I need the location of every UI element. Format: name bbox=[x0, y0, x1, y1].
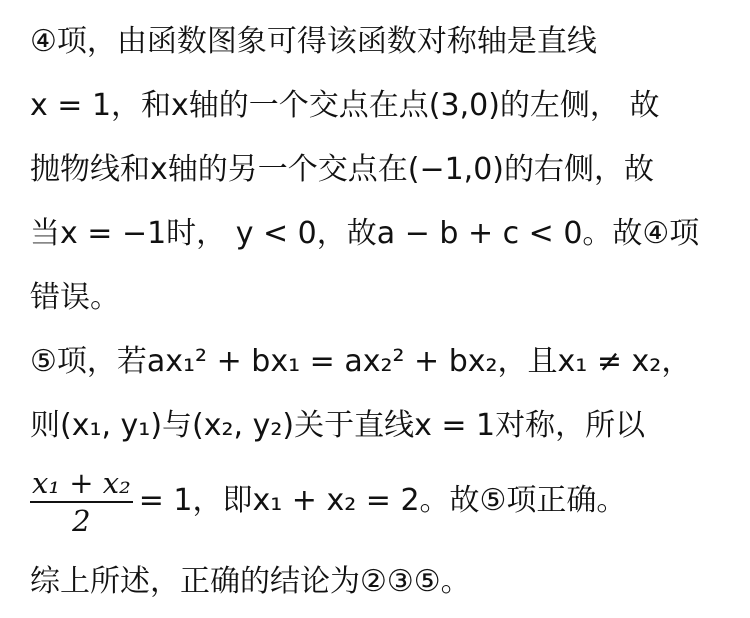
text-line-6: ⑤项，若ax₁² + bx₁ = ax₂² + bx₂，且x₁ ≠ x₂， bbox=[30, 344, 692, 379]
text-line-7: 则(x₁, y₁)与(x₂, y₂)关于直线x = 1对称，所以 bbox=[30, 408, 646, 443]
fraction bbox=[30, 465, 133, 539]
conclusion-line: 综上所述，正确的结论为②③⑤。 bbox=[30, 564, 471, 599]
fraction-denominator: 2 bbox=[72, 503, 91, 538]
fraction-numerator: x₁ + x₂ bbox=[30, 465, 133, 503]
text-line-1: ④项，由函数图象可得该函数对称轴是直线 bbox=[30, 24, 597, 59]
solution-text bbox=[30, 14, 730, 618]
fraction-line bbox=[30, 462, 730, 554]
text-line-3: 抛物线和x轴的另一个交点在(−1,0)的右侧，故 bbox=[30, 152, 655, 187]
text-line-4: 当x = −1时， y < 0，故a − b + c < 0。故④项 bbox=[30, 216, 700, 251]
text-line-2: x = 1，和x轴的一个交点在点(3,0)的左侧， 故 bbox=[30, 88, 660, 123]
text-line-5: 错误。 bbox=[30, 280, 120, 315]
fraction-line-text: = 1，即x₁ + x₂ = 2。故⑤项正确。 bbox=[138, 483, 627, 518]
